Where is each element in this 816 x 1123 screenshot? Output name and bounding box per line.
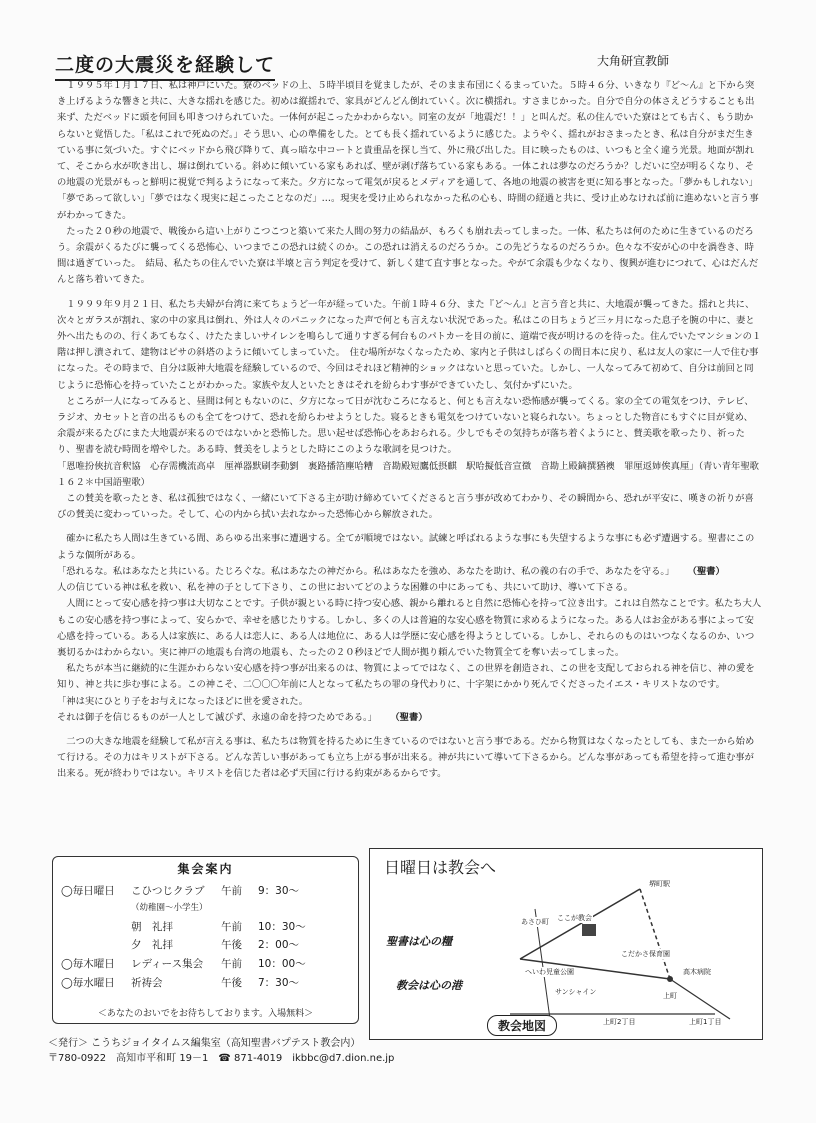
verse-reference: （聖書） <box>692 565 725 577</box>
map-place: ここが教会 <box>557 914 592 922</box>
map-place: 上町 <box>663 992 677 1000</box>
meeting-name: こひつじクラブ <box>131 885 205 897</box>
paragraph: 私たちが本当に継続的に生涯かわらない安心感を持つ事が出来るのは、物質によってではなく、この世界を創造され、この世を支配しておられる神を信じ、神の愛を知り、神と共に歩む事による。この神こそ、二〇〇〇年前に人となって私たちの罪の身代わりに、十字架にかかり死んでくださったイエス・キリストなのです。 <box>57 663 755 691</box>
paragraph: 人間にとって安心感を持つ事は大切なことです。子供が親といる時に持つ安心感、親から離れると自然に恐怖心を持って泣き出す。これは自然なことです。私たち大人もこの安心感を持つ事によって、安らかで、幸せを感じたりする。しかし、多くの人は普遍的な安心感を物質に求めるようになった。ある人はお金がある事によって安心感を持っている。ある人は家族に、ある人は恋人に、ある人は地位に、ある人は学歴に安心感を得ようとしている。しかし、それらのものはいつなくなるのか、いつ裏切るかはわからない。実に神戸の地震も台湾の地震も、たったの２０秒ほどで人間が拠り頼んでいた物質全てを奪い去ってしまった。 <box>57 598 762 658</box>
meeting-name: （幼稚園～小学生） <box>131 903 208 913</box>
bible-verse-1 <box>57 564 762 580</box>
author-name: 大角研宣教師 <box>597 54 670 68</box>
address-line: 〒780-0922 高知市平和町 19－1 ☎ 871-4019 ikbbc@d7.dion.ne.jp <box>48 1053 395 1064</box>
meeting-time: 7：30～ <box>258 977 300 989</box>
meeting-time: 2：00～ <box>258 939 300 951</box>
map-place: 上町1丁目 <box>689 1018 722 1026</box>
map-place: 高木病院 <box>683 968 711 976</box>
paragraph: 確かに私たち人間は生きている間、あらゆる出来事に遭遇する。全てが順境ではない。試練と呼ばれるような事にも失望するような事にも必ず遭遇する。聖書にこのような個所がある。 <box>57 533 755 561</box>
meeting-note: ＜あなたのおいでをお待ちしております。入場無料＞ <box>97 1009 314 1019</box>
map-place: サンシャイン <box>555 988 597 996</box>
meeting-day: ◯毎水曜日 <box>61 977 115 989</box>
meeting-ampm: 午後 <box>221 939 242 951</box>
article-body <box>57 78 762 783</box>
meeting-ampm: 午前 <box>221 958 242 970</box>
map-title: 日曜日は教会へ <box>384 858 497 877</box>
map-place: あさひ町 <box>521 918 549 926</box>
meeting-day: ◯毎日曜日 <box>61 885 115 897</box>
meeting-time: 10：30～ <box>258 921 306 933</box>
church-marker <box>582 924 596 936</box>
paragraph: たった２０秒の地震で、戦後から這い上がりこつこつと築いて来た人間の努力の結晶が、もろくも崩れ去ってしまった。一体、私たちは何のために生きているのだろう。余震がくるたびに襲ってくる恐怖心、いつまでこの恐れは続くのか。この恐れは消えるのだろうか。この先どうなるのだろうか。色々な不安が心の中を渦巻き、時間は過ぎていった。 結局、私たちの住んでいた寮は半壊と言う判定を受けて、新しく建て直す事となった。やがて余震も少なくなり、復興が進むにつれて、心はだんだんと落ち着いてきた。 <box>57 225 759 286</box>
meeting-ampm: 午前 <box>221 921 242 933</box>
paragraph: この賛美を歌ったとき、私は孤独ではなく、一緒にいて下さる主が助け締めていてくださると言う事が改めてわかり、その瞬間から、恐れが平安に、嘆きの祈りが喜びの賛美に変わっていった。そして、心の内から拭い去れなかった恐怖心から解放された。 <box>57 493 754 521</box>
church-map <box>369 848 763 1040</box>
paragraph: ところが一人になってみると、昼間は何ともないのに、夕方になって日が沈むころになると、何とも言えない恐怖感が襲ってくる。家の全ての電気をつけ、テレビ、ラジオ、カセットと音の出るものも全てをつけて、恐れを紛らわせようとした。寝るときも電気をつけていないと寝られない。ちょっとした物音にもすぐに目が覚め、余震が来るたびにまた大地震が来るのではないかと恐怖した。思い起せば恐怖心をあおられる。少しでもその気持ちが落ち着くようにと、賛美歌を歌ったり、祈ったり、聖書を読む時間を増やした。ある時、賛美をしようとした時にこのような歌詞を見つけた。 <box>57 395 754 456</box>
map-place: こだかさ保育園 <box>621 950 670 958</box>
meeting-row <box>61 937 351 954</box>
road <box>670 979 730 1019</box>
meeting-row <box>61 883 351 900</box>
verse-text: 「恐れるな。私はあなたと共にいる。たじろぐな。私はあなたの神だから。私はあなたを強め、あなたを助け、私の義の右の手で、あなたを守る。」 <box>57 565 675 577</box>
verse-reference: （聖書） <box>395 711 428 723</box>
meeting-row <box>61 901 351 918</box>
railway <box>640 889 670 979</box>
article-title: 二度の大震災を経験して <box>55 50 275 81</box>
paragraph: １９９５年１月１７日、私は神戸にいた。寮のベッドの上、５時半頃目を覚ましたが、そのまま布団にくるまっていた。５時４６分、いきなり『ど～ん』と下から突き上げるような響きと共に、大きな揺れを感じた。初めは縦揺れで、家具がどんどん倒れていく。次に横揺れ。すさまじかった。自分で自分の体さえどうすることも出来ず、ただベッドに頭を何回も叩きつけられていた。一体何が起こったかわからない。同室の友が「地震だ！！」と叫んだ。私の住んでいた寮はとても古く、もう助からないと覚悟した。「私はこれで死ぬのだ。」そう思い、心の準備をした。とても長く揺れているように感じた。ようやく、揺れがおさまったとき、私は自分がまだ生きている事に気づいた。すぐにベッドから飛び降りて、真っ暗な中コートと貴重品を探し当て、外に飛び出した。目に映ったものは、いつもと全く違う光景。地面が割れて、そこから水が吹き出し、塀は倒れている。斜めに傾いている家もあれば、壁が剥げ落ちている家もある。一体これは夢なのだろうか？しだいに空が明るくなり、その地震の光景がもっと鮮明に視覚で判るようになって来た。夕方になって電気が戻るとメディアを通して、各地の地震の被害を更に知る事となった。「夢かもしれない」「夢であって欲しい」「夢ではなく現実に起こったことなのだ」…。現実を受け止められなかった私の心も、時間の経過と共に、受け止めなければ前に進めないと言う事がわかってきた。 <box>57 80 759 221</box>
meeting-row <box>61 919 351 936</box>
meeting-row <box>61 975 351 992</box>
station-marker <box>667 976 673 982</box>
bible-verse-2-line2 <box>57 710 762 726</box>
publisher-line: ＜発行＞ こうちジョイタイムス編集室（高知聖書バプテスト教会内） <box>48 1038 361 1049</box>
publisher-info <box>48 1036 394 1066</box>
bible-verse-2-line1: 「神は実にひとり子をお与えになったほどに世を愛された。 <box>57 695 309 707</box>
map-label: 教会地図 <box>487 1015 557 1036</box>
meeting-title: 集会案内 <box>177 862 234 876</box>
meeting-name: 夕 礼拝 <box>131 939 173 951</box>
verse-text: それは御子を信じるものが一人として滅びず、永遠の命を持つためである。」 <box>57 711 377 723</box>
hymn-lyrics: 「恩唯扮俠抗音釈協 心存需機流高卓 厘禅器默刷李動劉 裏路播箔塵哈糟 音勘殿短鷹低摂麒 駅哈擬低音宣徴 音勘上殿鏑撰猶襖 罪厘返姉俟真厘」（青い青年聖歌１６２＊中国語聖歌） <box>57 460 759 488</box>
paragraph: １９９９年９月２１日、私たち夫婦が台湾に来てちょうど一年が経っていた。午前１時４６分、また『ど～ん』と言う音と共に、大地震が襲ってきた。揺れと共に、次々とガラスが割れ、家の中の家具は倒れ、外は人々のパニックになった声で何とも言えない状況であった。私はこの日ちょうど三ヶ月になった息子を腕の中に、妻と外へ出たものの、行くあてもなく、けたたましいサイレンを鳴らして通りすぎる何台ものパトカーを目の前に、道端で夜が明けるのを待った。住んでいたマンションの１階は押し潰されて、建物はピサの斜塔のように傾いてしまっていた。 住む場所がなくなったため、家内と子供はしばらくの間日本に戻り、私は友人の家に一人で住む事になった。その時まで、自分は阪神大地震を経験しているので、今回はそれほど精神的ショックはないと思っていた。しかし、一人なってみて初めて、自分は前回と同じように恐怖心を持っていたことがわかった。家族や友人といたときはそれを紛らわす事ができていたし、気付かずにいた。 <box>57 298 762 391</box>
meeting-row <box>61 956 351 973</box>
meeting-name: レディース集会 <box>131 958 204 970</box>
paragraph: 二つの大きな地震を経験して私が言える事は、私たちは物質を持るために生きているのではないと言う事である。だから物質はなくなったとしても、また一から始めて行ける。その力はキリストが下さる。どんな苦しい事があっても立ち上がる事が出来る。神が共にいて導いて下さるから。どんな事があっても希望を持って進む事が出来る。死が終わりではない。キリストを信じた者は必ず天国に行ける約束があるからです。 <box>57 735 755 780</box>
meeting-day: ◯毎木曜日 <box>61 958 115 970</box>
meeting-ampm: 午前 <box>221 885 242 897</box>
meeting-name: 朝 礼拝 <box>131 921 173 933</box>
meeting-name: 祈祷会 <box>131 977 163 989</box>
meeting-time: 9：30～ <box>258 885 300 897</box>
bleed-through-text <box>330 18 790 58</box>
paragraph: 人の信じている神は私を救い、私を神の子として下さり、この世においてどのような困難の中にあっても、共にいて助け、導いて下さる。 <box>57 582 633 594</box>
map-place: へいわ児童公園 <box>525 968 574 976</box>
slogan: 聖書は心の糧 <box>386 935 452 948</box>
meeting-time: 10：00～ <box>258 958 306 970</box>
meeting-ampm: 午後 <box>221 977 242 989</box>
map-place: 上町2丁目 <box>603 1018 636 1026</box>
slogan: 教会は心の港 <box>396 979 462 992</box>
map-place: 堺町駅 <box>649 880 670 888</box>
meeting-schedule-box <box>52 856 359 1024</box>
